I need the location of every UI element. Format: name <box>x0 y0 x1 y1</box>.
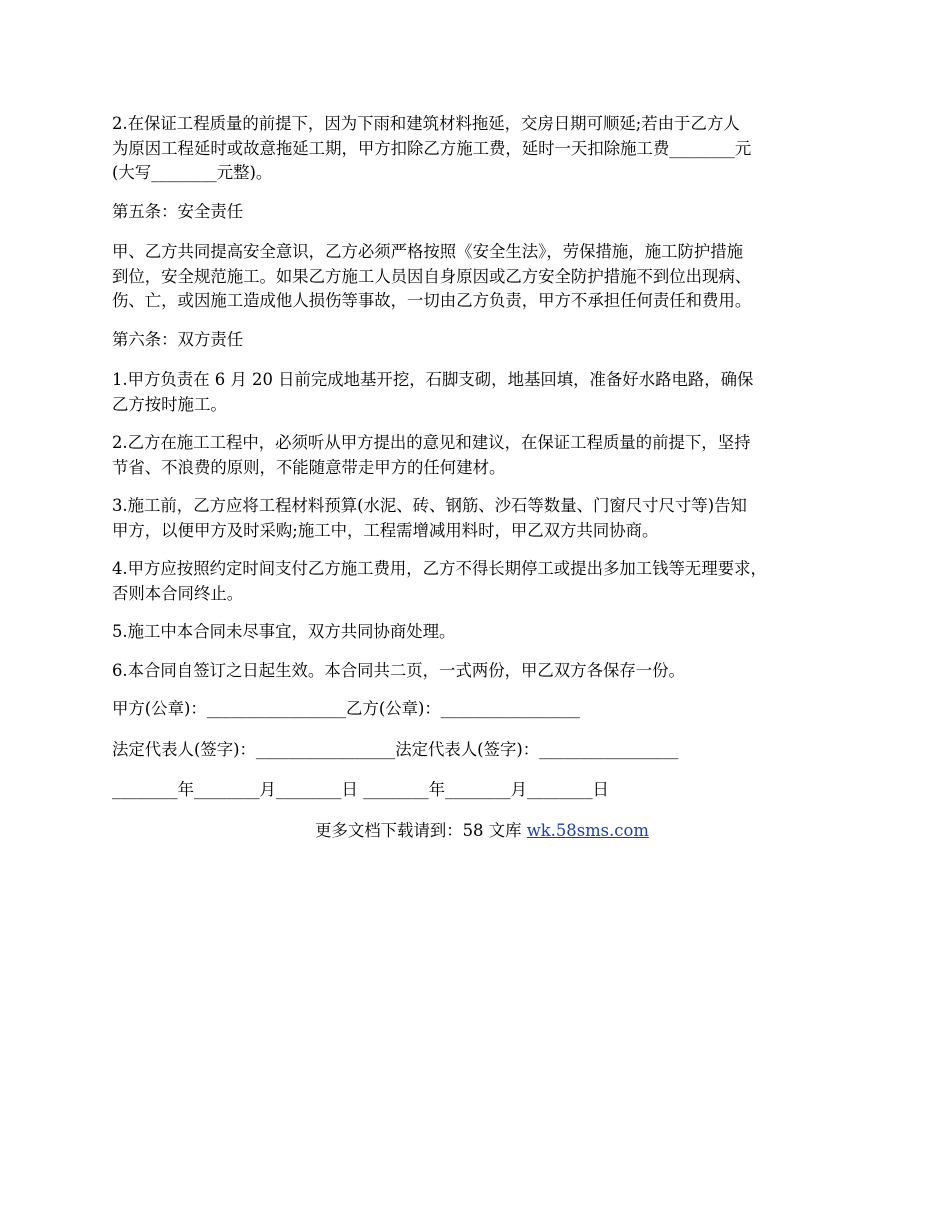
paragraph-line: 2.在保证工程质量的前提下，因为下雨和建筑材料拖延，交房日期可顺延;若由于乙方人 <box>112 114 740 133</box>
clause-5-body <box>112 240 850 314</box>
paragraph-line: 甲方，以便甲方及时采购;施工中，工程需增减用料时，甲乙双方共同协商。 <box>112 520 659 540</box>
clause-6-item-4 <box>112 557 850 606</box>
paragraph-line: 3.施工前，乙方应将工程材料预算(水泥、砖、钢筋、沙石等数量、门窗尺寸尺寸等)告知 <box>112 496 747 515</box>
clause-6-item-3 <box>112 494 850 543</box>
clause-4-item-2 <box>112 112 850 186</box>
clause-6-item-2 <box>112 431 850 480</box>
paragraph-line: 5.施工中本合同未尽事宜，双方共同协商处理。 <box>112 622 456 641</box>
download-footer <box>102 819 862 844</box>
clause-5-heading: 第五条：安全责任 <box>112 201 244 221</box>
paragraph-line: (大写________元整)。 <box>112 163 273 182</box>
clause-6-item-1 <box>112 368 850 417</box>
footer-link[interactable]: wk.58sms.com <box>526 820 649 840</box>
paragraph-line: 1.甲方负责在 6 月 20 日前完成地基开挖，石脚支砌，地基回填，准备好水路电路，确保 <box>112 370 754 389</box>
paragraph-line: 节省、不浪费的原则，不能随意带走甲方的任何建材。 <box>112 457 506 477</box>
paragraph-line: 乙方按时施工。 <box>112 394 227 414</box>
clause-6-item-6 <box>112 659 850 684</box>
paragraph-line: 甲、乙方共同提高安全意识，乙方必须严格按照《安全生法》，劳保措施，施工防护措施 <box>112 242 744 261</box>
paragraph-line: 6.本合同自签订之日起生效。本合同共二页，一式两份，甲乙双方各保存一份。 <box>112 660 685 680</box>
footer-text: 更多文档下载请到：58 文库 <box>315 820 527 840</box>
paragraph-line: 2.乙方在施工工程中，必须听从甲方提出的意见和建议，在保证工程质量的前提下，坚持 <box>112 433 751 452</box>
paragraph-line: 为原因工程延时或故意拖延工期，甲方扣除乙方施工费，延时一天扣除施工费________元 <box>112 138 752 158</box>
paragraph-line: 否则本合同终止。 <box>112 583 244 603</box>
clause-6-heading: 第六条：双方责任 <box>112 329 244 349</box>
paragraph-line: 到位，安全规范施工。如果乙方施工人员因自身原因或乙方安全防护措施不到位出现病、 <box>112 266 752 286</box>
paragraph-line: 伤、亡，或因施工造成他人损伤等事故，一切由乙方负责，甲方不承担任何责任和费用。 <box>112 291 752 310</box>
representative-signature-row: 法定代表人(签字)：_________________法定代表人(签字)：_________________ <box>112 739 679 759</box>
paragraph-line: 4.甲方应按照约定时间支付乙方施工费用，乙方不得长期停工或提出多加工钱等无理要求， <box>112 559 767 578</box>
clause-6-item-5 <box>112 620 850 645</box>
seal-signature-row: 甲方(公章)：_________________乙方(公章)：_________________ <box>112 699 581 718</box>
date-row: ________年________月________日 ________年________月________日 <box>112 780 609 799</box>
